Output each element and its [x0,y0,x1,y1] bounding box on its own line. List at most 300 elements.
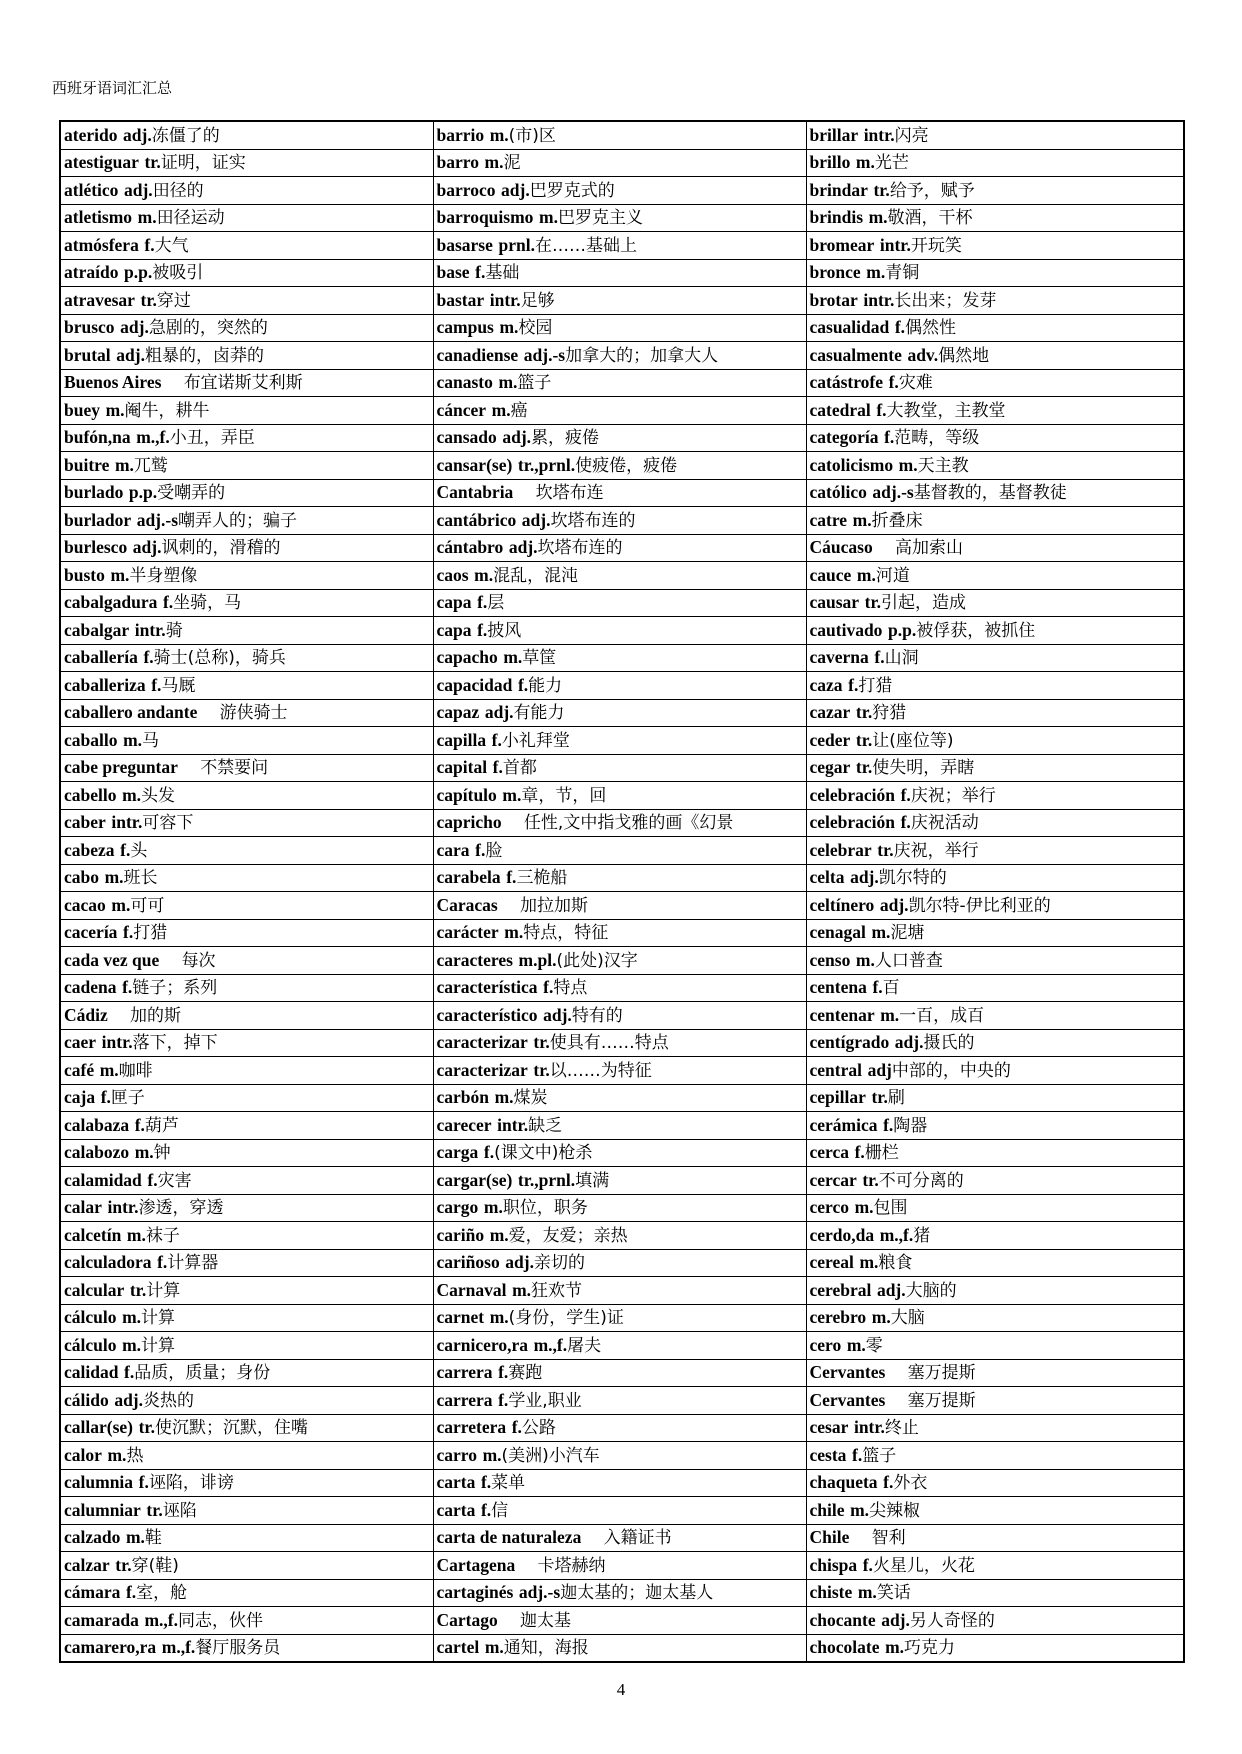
vocab-entry [60,1634,433,1662]
vocab-entry [433,1524,806,1552]
entry-word: cansar(se) [436,454,513,475]
entry-part-of-speech: f. [852,1444,863,1465]
vocab-entry [806,782,1184,810]
entry-word: calabaza [64,1114,130,1135]
table-row [60,1579,1184,1607]
vocab-entry [60,397,433,425]
table-row [60,452,1184,480]
vocab-entry [806,1497,1184,1525]
entry-meaning: 披风 [487,620,522,641]
table-row [60,424,1184,452]
table-row [60,1002,1184,1030]
entry-part-of-speech: adj. [124,179,153,200]
entry-part-of-speech: m. [855,152,875,173]
vocab-entry [60,369,433,397]
entry-part-of-speech: intr. [111,812,143,833]
entry-part-of-speech: m. [503,647,523,668]
entry-meaning: 葫芦 [144,1115,179,1136]
entry-part-of-speech: f. [498,1362,509,1383]
entry-meaning: 田径的 [152,180,204,201]
table-row [60,479,1184,507]
entry-meaning: 热 [126,1445,144,1466]
vocab-entry [60,287,433,315]
vocab-entry [806,699,1184,727]
vocab-entry [433,452,806,480]
entry-meaning: 青铜 [885,263,920,284]
vocab-entry [60,809,433,837]
entry-part-of-speech: f. [511,1417,522,1438]
entry-meaning: 首都 [502,758,537,779]
entry-part-of-speech: m. [122,784,142,805]
entry-word: cautivado [809,619,883,640]
table-row [60,837,1184,865]
vocab-entry [433,1387,806,1415]
entry-word: chocante [809,1609,876,1630]
table-row [60,754,1184,782]
entry-part-of-speech: m.,f. [144,1609,178,1630]
entry-word: barro [436,152,479,173]
entry-word: Cádiz [64,1004,108,1025]
vocab-entry [433,672,806,700]
entry-meaning: 马厩 [161,675,196,696]
table-row [60,974,1184,1002]
vocab-entry [60,177,433,205]
vocab-entry [806,479,1184,507]
vocab-entry [60,617,433,645]
entry-meaning: 品质，质量；身份 [134,1363,271,1384]
vocab-entry [806,1552,1184,1580]
vocab-entry [806,534,1184,562]
vocab-entry [60,149,433,177]
table-row [60,782,1184,810]
vocab-entry [60,947,433,975]
table-row [60,1359,1184,1387]
entry-word: caballería [64,647,138,668]
entry-meaning: 计算 [141,1335,176,1356]
entry-part-of-speech: f. [517,674,529,695]
entry-word: Cervantes [809,1362,886,1383]
entry-word: brotar [809,289,858,310]
entry-word: Chile [809,1527,850,1548]
entry-meaning: 笑话 [876,1583,911,1604]
entry-part-of-speech: intr. [879,234,911,255]
vocab-entry [60,1579,433,1607]
vocab-entry [433,342,806,370]
entry-word: cabalgar [64,619,130,640]
vocab-entry [433,149,806,177]
entry-part-of-speech: p.p. [124,262,153,283]
entry-meaning: 游侠骑士 [219,703,288,724]
entry-part-of-speech: adj. [502,427,532,448]
entry-meaning: 诬陷 [162,1500,197,1521]
entry-meaning: 证明，证实 [160,153,246,174]
vocab-entry [433,727,806,755]
vocab-entry [806,1332,1184,1360]
vocab-entry [433,837,806,865]
entry-part-of-speech: m. [125,1527,145,1548]
vocab-entry [433,1332,806,1360]
vocab-entry [60,1524,433,1552]
entry-word: celebrar [809,839,872,860]
entry-meaning: 被俘获，被抓住 [916,620,1036,641]
entry-meaning: 入籍证书 [603,1528,672,1549]
entry-meaning: 受嘲弄的 [157,483,226,504]
entry-part-of-speech: adj. [543,1004,572,1025]
vocab-entry [60,232,433,260]
entry-meaning: 半身塑像 [129,565,198,586]
entry-meaning: 庆祝活动 [910,813,979,834]
entry-word: calumnia [64,1472,134,1493]
vocab-entry [60,837,433,865]
entry-meaning: 光芒 [874,153,909,174]
table-row [60,892,1184,920]
entry-meaning: 折叠床 [871,510,923,531]
entry-part-of-speech: tr. [138,1417,155,1438]
entry-part-of-speech: f. [138,1472,149,1493]
entry-word: campus [436,317,494,338]
entry-word: calar [64,1197,102,1218]
entry-meaning: 尖辣椒 [869,1500,921,1521]
entry-word: cereal [809,1252,854,1273]
entry-part-of-speech: prnl. [498,234,535,255]
entry-meaning: 摄氏的 [923,1033,975,1054]
vocab-entry [806,1139,1184,1167]
table-row [60,1414,1184,1442]
entry-word: brutal [64,344,111,365]
entry-word: cargar(se) [436,1169,513,1190]
entry-meaning: 灾难 [898,373,933,394]
entry-word: carabela [436,867,501,888]
vocab-entry [60,204,433,232]
vocab-entry [433,1304,806,1332]
entry-part-of-speech: f. [876,399,887,420]
entry-part-of-speech: f. [477,619,488,640]
entry-part-of-speech: m. [504,922,524,943]
entry-word: caverna [809,647,869,668]
entry-part-of-speech: f. [147,1169,158,1190]
entry-word: central [809,1059,862,1080]
entry-word: burlesco [64,537,128,558]
entry-part-of-speech: f. [480,1472,492,1493]
entry-meaning: 田径运动 [156,208,225,229]
entry-word: carecer [436,1114,492,1135]
entry-word: capricho [436,812,502,833]
entry-part-of-speech: f. [100,1087,111,1108]
vocab-entry [806,1167,1184,1195]
entry-part-of-speech: tr. [144,152,161,173]
entry-meaning: 终止 [884,1418,919,1439]
entry-word: burlador [64,509,132,530]
entry-word: catástrofe [809,372,884,393]
entry-word: carretera [436,1417,507,1438]
entry-word: carrera [436,1389,493,1410]
entry-meaning: (身份，学生)证 [508,1308,624,1329]
entry-meaning: 泥塘 [890,923,925,944]
vocab-entry [806,1277,1184,1305]
entry-part-of-speech: f. [151,674,162,695]
entry-meaning: 马 [142,730,160,751]
entry-meaning: 人口普查 [874,950,943,971]
vocab-entry [433,1249,806,1277]
entry-word: base [436,262,470,283]
vocab-entry [806,314,1184,342]
vocab-entry [806,1112,1184,1140]
entry-word: cansado [436,427,497,448]
entry-meaning: 学业,职业 [508,1390,582,1411]
entry-word: cero [809,1334,842,1355]
entry-meaning: 餐厅服务员 [195,1638,281,1659]
table-row [60,1029,1184,1057]
entry-word: callar(se) [64,1417,133,1438]
entry-part-of-speech: m. [850,1499,870,1520]
entry-part-of-speech: m. [498,372,518,393]
vocab-entry [806,1057,1184,1085]
entry-part-of-speech: f. [475,839,486,860]
entry-meaning: 头发 [141,785,176,806]
entry-part-of-speech: m. [123,729,143,750]
entry-word: carrera [436,1362,493,1383]
vocab-entry [433,1277,806,1305]
entry-meaning: 计算器 [167,1253,219,1274]
entry-word: atestiguar [64,152,139,173]
entry-word: capacidad [436,674,513,695]
vocab-entry [60,479,433,507]
entry-word: caber [64,812,106,833]
table-row [60,314,1184,342]
vocab-entry [806,397,1184,425]
entry-word: cesar [809,1417,849,1438]
entry-part-of-speech: f. [883,1472,894,1493]
entry-word: brindar [809,179,868,200]
entry-part-of-speech: m. [512,1279,532,1300]
entry-meaning: 室，舱 [136,1583,188,1604]
entry-meaning: 栅栏 [864,1143,899,1164]
vocab-entry [806,232,1184,260]
vocab-entry [60,1084,433,1112]
vocab-entry [433,1002,806,1030]
entry-word: carro [436,1444,477,1465]
entry-part-of-speech: f. [862,1554,873,1575]
entry-word: brindis [809,207,863,228]
entry-word: bastar [436,289,485,310]
entry-word: cariño [436,1224,485,1245]
entry-meaning: 零 [865,1335,883,1356]
entry-word: cálculo [64,1334,117,1355]
entry-part-of-speech: tr. [864,592,882,613]
entry-meaning: 信 [491,1500,509,1521]
entry-word: carta de naturaleza [436,1527,582,1548]
entry-meaning: 被吸引 [152,263,204,284]
vocab-entry [60,562,433,590]
entry-meaning: 偶然地 [938,345,990,366]
entry-word: cartel [436,1637,480,1658]
entry-part-of-speech: intr. [863,124,895,145]
vocab-entry [433,369,806,397]
entry-part-of-speech: f. [120,839,131,860]
entry-meaning: 通知，海报 [503,1638,589,1659]
entry-word: carta [436,1472,476,1493]
table-row [60,1524,1184,1552]
vocab-entry [806,1029,1184,1057]
entry-part-of-speech: f. [122,977,133,998]
entry-meaning: 炎热的 [143,1390,194,1411]
entry-meaning: 狩猎 [872,703,907,724]
entry-meaning: 混乱，混沌 [493,565,579,586]
entry-meaning: 爱，友爱；亲热 [508,1225,628,1246]
entry-word: caracteres [436,949,513,970]
vocab-entry [60,644,433,672]
entry-word: cerdo,da [809,1224,875,1245]
entry-part-of-speech: adj.-s [518,1582,561,1603]
vocab-entry [60,1497,433,1525]
entry-meaning: 大气 [154,235,189,256]
vocab-entry [433,287,806,315]
entry-part-of-speech: tr. [140,289,157,310]
entry-part-of-speech: m. [99,1059,119,1080]
entry-part-of-speech: f. [543,977,554,998]
vocab-entry [60,1387,433,1415]
entry-word: caja [64,1087,96,1108]
entry-word: atmósfera [64,234,139,255]
entry-meaning: 布宜诺斯艾利斯 [183,373,303,394]
entry-meaning: 刷 [887,1088,905,1109]
vocab-entry [60,1057,433,1085]
entry-word: caballeriza [64,674,146,695]
entry-word: catre [809,509,848,530]
entry-meaning: 敬酒，干杯 [887,208,973,229]
entry-part-of-speech: m. [489,1307,509,1328]
entry-meaning: 公路 [521,1418,556,1439]
vocab-entry [433,534,806,562]
entry-part-of-speech: m. [868,207,888,228]
entry-part-of-speech: f. [872,977,883,998]
entry-word: cámara [64,1582,121,1603]
table-row [60,1057,1184,1085]
vocab-entry [806,1469,1184,1497]
entry-part-of-speech: tr. [873,179,890,200]
entry-meaning: 迦太基的；迦太基人 [560,1583,714,1604]
table-row [60,1194,1184,1222]
entry-meaning: 校园 [518,318,553,339]
entry-part-of-speech: adj. [521,509,551,530]
table-row [60,342,1184,370]
entry-part-of-speech: tr. [129,1279,147,1300]
entry-meaning: 任性,文中指戈雅的画《幻景 [523,813,734,834]
entry-word: cepillar [809,1087,866,1108]
vocab-entry [433,1139,806,1167]
vocab-entry [806,1002,1184,1030]
entry-meaning: 可可 [130,895,165,916]
entry-word: censo [809,949,851,970]
entry-word: calzado [64,1527,121,1548]
entry-part-of-speech: f. [900,812,911,833]
entry-meaning: 草筐 [522,648,557,669]
entry-word: carta [436,1499,476,1520]
table-row [60,1634,1184,1662]
entry-part-of-speech: m. [114,454,134,475]
entry-part-of-speech: f. [498,1389,509,1410]
entry-meaning: 菜单 [491,1473,526,1494]
entry-word: casualidad [809,317,890,338]
entry-word: cenagal [809,922,866,943]
entry-part-of-speech: m. [499,317,519,338]
vocab-entry [433,699,806,727]
vocab-entry [433,754,806,782]
entry-word: centígrado [809,1032,890,1053]
vocab-entry [60,1552,433,1580]
entry-meaning: 职位，职务 [502,1198,588,1219]
vocab-entry [60,892,433,920]
entry-word: chile [809,1499,845,1520]
entry-word: cacería [64,922,118,943]
entry-meaning: 加的斯 [130,1005,182,1026]
vocab-entry [433,1029,806,1057]
table-row [60,1112,1184,1140]
vocab-entry [60,782,433,810]
vocab-entry [433,617,806,645]
table-row [60,864,1184,892]
entry-word: característico [436,1004,538,1025]
entry-meaning: 大脑的 [905,1280,957,1301]
entry-word: catolicismo [809,454,894,475]
entry-meaning: (市)区 [508,125,556,146]
vocab-entry [60,424,433,452]
entry-word: Carnaval [436,1279,507,1300]
vocab-entry [806,1524,1184,1552]
entry-meaning: 癌 [510,400,528,421]
vocab-entry [806,837,1184,865]
entry-meaning: 链子；系列 [132,978,218,999]
entry-word: capacho [436,647,498,668]
entry-meaning: 范畴，等级 [894,428,980,449]
entry-part-of-speech: m. [898,454,918,475]
entry-word: centena [809,977,867,998]
entry-word: cara [436,839,470,860]
entry-word: chispa [809,1554,858,1575]
entry-meaning: 外衣 [893,1473,928,1494]
entry-meaning: 三桅船 [516,868,568,889]
entry-part-of-speech: m. [105,399,125,420]
table-row [60,1332,1184,1360]
entry-part-of-speech: f. [134,1114,145,1135]
vocab-entry [433,1634,806,1662]
entry-meaning: 使沉默；沉默，住嘴 [154,1418,308,1439]
vocab-entry [433,782,806,810]
entry-meaning: 灾害 [157,1170,192,1191]
entry-meaning: 穿过 [156,290,191,311]
entry-word: chocolate [809,1637,880,1658]
entry-meaning: 中部的，中央的 [891,1060,1011,1081]
entry-part-of-speech: tr. [871,1087,888,1108]
entry-part-of-speech: adj.-s [523,344,566,365]
entry-meaning: 头 [130,840,148,861]
entry-part-of-speech: f. [157,1252,168,1273]
entry-meaning: 咖啡 [118,1060,153,1081]
entry-word: caballo [64,729,118,750]
entry-meaning: 基督教的，基督教徒 [913,483,1067,504]
entry-meaning: 不禁要问 [200,758,269,779]
table-row [60,121,1184,149]
vocab-entry [60,259,433,287]
vocab-entry [433,507,806,535]
entry-meaning: 河道 [875,565,910,586]
vocab-entry [60,974,433,1002]
table-row [60,1607,1184,1635]
vocab-entry [806,1084,1184,1112]
entry-word: cargo [436,1197,479,1218]
entry-word: basarse [436,234,493,255]
table-row [60,919,1184,947]
